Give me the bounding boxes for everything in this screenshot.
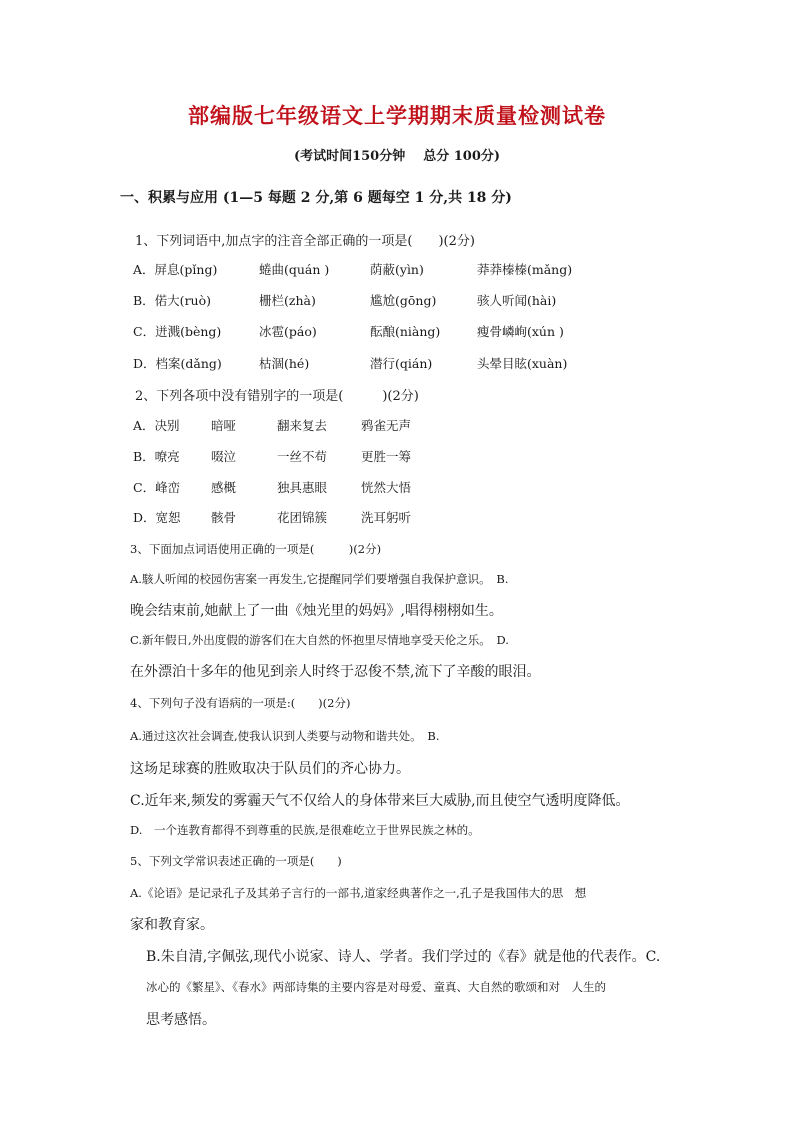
q1-b3: 尴尬(gōng): [370, 293, 437, 308]
q1-b1: B．偌大(ruò): [133, 293, 211, 308]
q2-a4: 鸦雀无声: [361, 418, 412, 433]
q1-a1: A．屏息(pǐng): [133, 262, 218, 277]
q5-option-a: A.《论语》是记录孔子及其弟子言行的一部书,道家经典著作之一,孔子是我国伟大的思 想: [130, 886, 587, 900]
q1-d2: 枯涸(hé): [259, 356, 310, 371]
q2-a3: 翻来复去: [277, 418, 328, 433]
q1-c2: 冰雹(páo): [259, 324, 317, 339]
q3-stem: 3、下面加点词语使用正确的一项是( )(2分): [130, 542, 382, 556]
q4-option-c: C.近年来,频发的雾霾天气不仅给人的身体带来巨大威胁,而且使空气透明度降低。: [130, 793, 630, 809]
q3-option-c: C.新年假日,外出度假的游客们在大自然的怀抱里尽情地享受天伦之乐。 D.: [130, 633, 509, 647]
q5-option-b: B.朱自清,字佩弦,现代小说家、诗人、学者。我们学过的《春》就是他的代表作。C.: [146, 949, 661, 965]
q2-d2: 骸骨: [211, 510, 237, 525]
q3-option-d: 在外漂泊十多年的他见到亲人时终于忍俊不禁,流下了辛酸的眼泪。: [130, 664, 541, 680]
exam-title: 部编版七年级语文上学期期末质量检测试卷: [188, 104, 606, 128]
q1-c3: 酝酿(niàng): [370, 324, 441, 339]
exam-total-score: 总分 100分): [423, 149, 501, 164]
q3-option-b: 晚会结束前,她献上了一曲《烛光里的妈妈》,唱得栩栩如生。: [130, 603, 503, 619]
exam-time: (考试时间150分钟: [293, 149, 406, 164]
q1-c4: 瘦骨嶙峋(xún ): [477, 324, 564, 339]
q2-a1: A．决别: [133, 418, 180, 433]
q1-d3: 潜行(qián): [370, 356, 433, 371]
section-heading: 一、积累与应用 (1—5 每题 2 分,第 6 题每空 1 分,共 18 分): [120, 190, 512, 206]
q1-b4: 骇人听闻(hài): [477, 293, 557, 308]
q5-option-a-continued: 家和教育家。: [130, 917, 214, 933]
q2-c4: 恍然大悟: [361, 480, 412, 495]
q2-c1: C．峰峦: [133, 480, 181, 495]
q1-a3: 荫蔽(yìn): [370, 262, 424, 277]
q2-b2: 啜泣: [211, 449, 237, 464]
q2-b1: B．嘹亮: [133, 449, 180, 464]
q5-option-c: 冰心的《繁星》、《春水》两部诗集的主要内容是对母爱、童真、大自然的歌颂和对 人生的: [146, 980, 606, 994]
q2-c2: 感概: [211, 480, 237, 495]
q5-option-c-continued: 思考感悟。: [146, 1012, 216, 1028]
q4-option-a: A.通过这次社会调查,使我认识到人类要与动物和谐共处。 B.: [130, 729, 440, 743]
q1-d1: D．档案(dǎng): [133, 356, 222, 371]
q2-a2: 暗哑: [211, 418, 237, 433]
q1-stem: 1、下列词语中,加点字的注音全部正确的一项是( )(2分): [135, 234, 475, 249]
q2-d3: 花团锦簇: [277, 510, 328, 525]
q5-stem: 5、下列文学常识表述正确的一项是( ): [130, 854, 342, 868]
q1-c1: C．迸溅(bèng): [133, 324, 222, 339]
q2-d4: 洗耳躬听: [361, 510, 412, 525]
q2-d1: D．宽恕: [133, 510, 181, 525]
q2-b4: 更胜一筹: [361, 449, 412, 464]
q1-a4: 莽莽榛榛(mǎng): [477, 262, 573, 277]
q2-c3: 独具惠眼: [277, 480, 328, 495]
q2-stem: 2、下列各项中没有错别字的一项是( )(2分): [135, 389, 419, 404]
q4-option-d: D. 一个连教育都得不到尊重的民族,是很难屹立于世界民族之林的。: [130, 823, 480, 837]
q4-stem: 4、下列句子没有语病的一项是:( )(2分): [130, 696, 351, 710]
q1-a2: 蜷曲(quán ): [259, 262, 330, 277]
q3-option-a: A.駭人听闻的校园伤害案一再发生,它提醒同学们要增强自我保护意识。 B.: [130, 572, 509, 586]
q4-option-b: 这场足球赛的胜败取决于队员们的齐心协力。: [130, 761, 410, 777]
exam-subtitle: [0, 145, 794, 164]
q2-b3: 一丝不苟: [277, 449, 328, 464]
q1-b2: 栅栏(zhà): [259, 293, 316, 308]
q1-d4: 头晕目眩(xuàn): [477, 356, 568, 371]
